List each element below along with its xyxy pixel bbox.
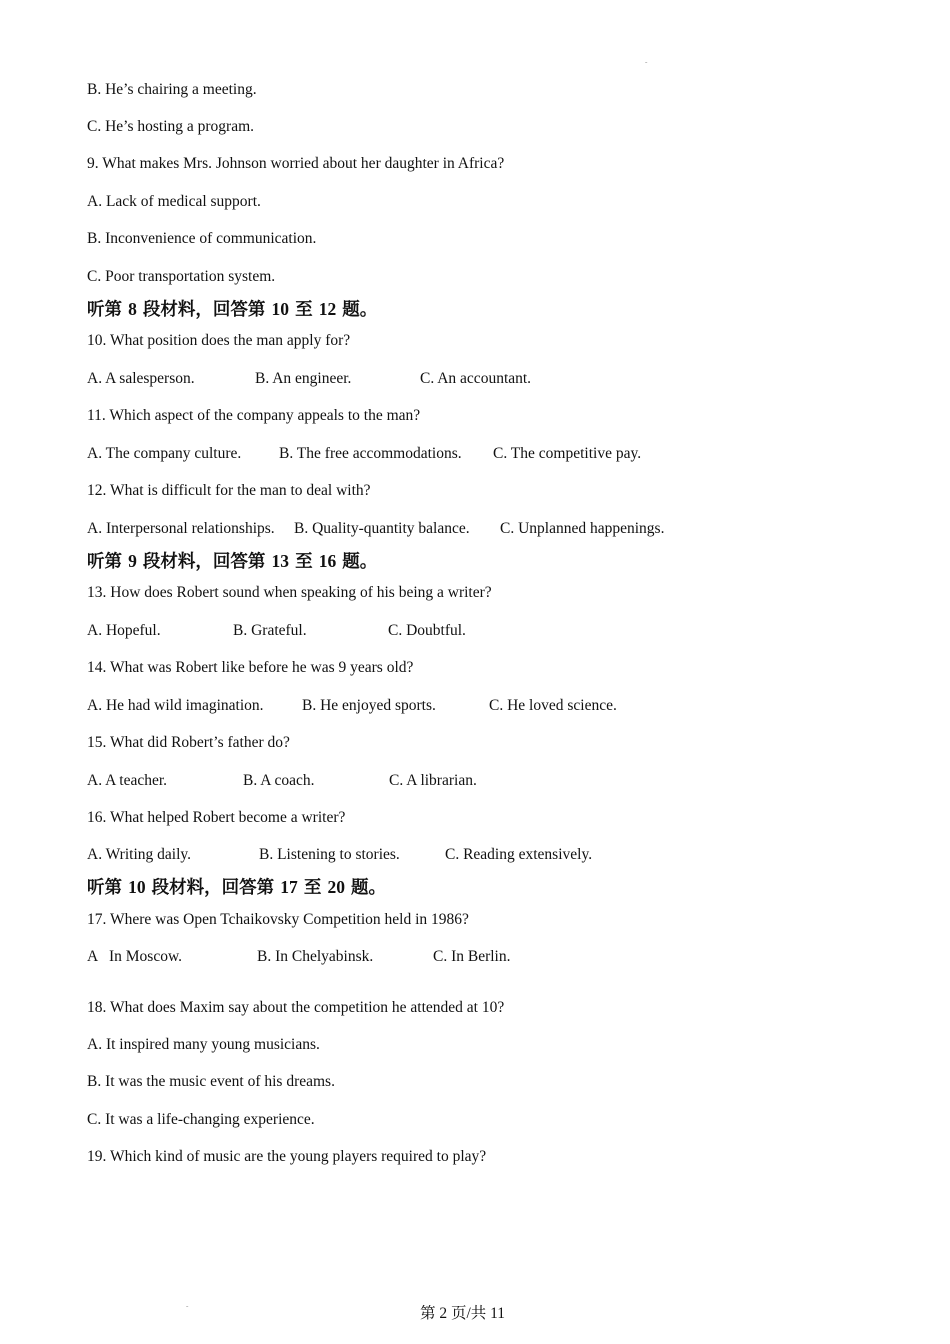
q9-option-b: B. Inconvenience of communication. (87, 230, 317, 247)
header-mark: ˜ (645, 61, 648, 69)
q11-option-a: A. The company culture. (87, 445, 242, 462)
q10-option-a: A. A salesperson. (87, 370, 195, 387)
q10-option-c: C. An accountant. (420, 370, 532, 387)
q12-option-b: B. Quality-quantity balance. (294, 520, 470, 537)
q12-option-a: A. Interpersonal relationships. (87, 520, 275, 537)
q8-option-c: C. He’s hosting a program. (87, 118, 255, 135)
q11-option-b: B. The free accommodations. (279, 445, 462, 462)
question-9: 9. What makes Mrs. Johnson worried about her daughter in Africa? (87, 155, 505, 172)
q13-option-a: A. Hopeful. (87, 622, 161, 639)
q9-option-c: C. Poor transportation system. (87, 268, 276, 285)
q15-option-b: B. A coach. (243, 772, 315, 789)
q18-option-a: A. It inspired many young musicians. (87, 1036, 320, 1053)
q14-option-b: B. He enjoyed sports. (302, 697, 436, 714)
question-18: 18. What does Maxim say about the competition he attended at 10? (87, 999, 505, 1016)
q16-option-c: C. Reading extensively. (445, 846, 593, 863)
q11-option-c: C. The competitive pay. (493, 445, 642, 462)
question-16: 16. What helped Robert become a writer? (87, 809, 346, 826)
q17-option-a: A In Moscow. (87, 948, 183, 965)
q10-option-b: B. An engineer. (255, 370, 352, 387)
question-12: 12. What is difficult for the man to deal with? (87, 482, 371, 499)
q17-option-b: B. In Chelyabinsk. (257, 948, 374, 965)
question-10: 10. What position does the man apply for? (87, 332, 351, 349)
q9-option-a: A. Lack of medical support. (87, 193, 261, 210)
question-13: 13. How does Robert sound when speaking of his being a writer? (87, 584, 492, 601)
footer-mark: ˜ (186, 1305, 189, 1313)
q16-option-b: B. Listening to stories. (259, 846, 400, 863)
q18-option-b: B. It was the music event of his dreams. (87, 1073, 335, 1090)
section-heading-8: 听第 8 段材料，回答第 10 至 12 题。 (87, 299, 378, 320)
q18-option-c: C. It was a life-changing experience. (87, 1111, 315, 1128)
question-19: 19. Which kind of music are the young players required to play? (87, 1148, 487, 1165)
question-15: 15. What did Robert’s father do? (87, 734, 290, 751)
section-heading-10: 听第 10 段材料，回答第 17 至 20 题。 (87, 877, 387, 898)
question-14: 14. What was Robert like before he was 9 years old? (87, 659, 414, 676)
q15-option-c: C. A librarian. (389, 772, 477, 789)
question-11: 11. Which aspect of the company appeals to the man? (87, 407, 421, 424)
q8-option-b: B. He’s chairing a meeting. (87, 81, 257, 98)
section-heading-9: 听第 9 段材料，回答第 13 至 16 题。 (87, 551, 378, 572)
page-number: 第 2 页/共 11 (419, 1305, 506, 1322)
q14-option-c: C. He loved science. (489, 697, 617, 714)
q15-option-a: A. A teacher. (87, 772, 168, 789)
q16-option-a: A. Writing daily. (87, 846, 191, 863)
q14-option-a: A. He had wild imagination. (87, 697, 264, 714)
q17-option-c: C. In Berlin. (433, 948, 511, 965)
question-17: 17. Where was Open Tchaikovsky Competition held in 1986? (87, 911, 469, 928)
q13-option-c: C. Doubtful. (388, 622, 466, 639)
q12-option-c: C. Unplanned happenings. (500, 520, 665, 537)
q13-option-b: B. Grateful. (233, 622, 307, 639)
